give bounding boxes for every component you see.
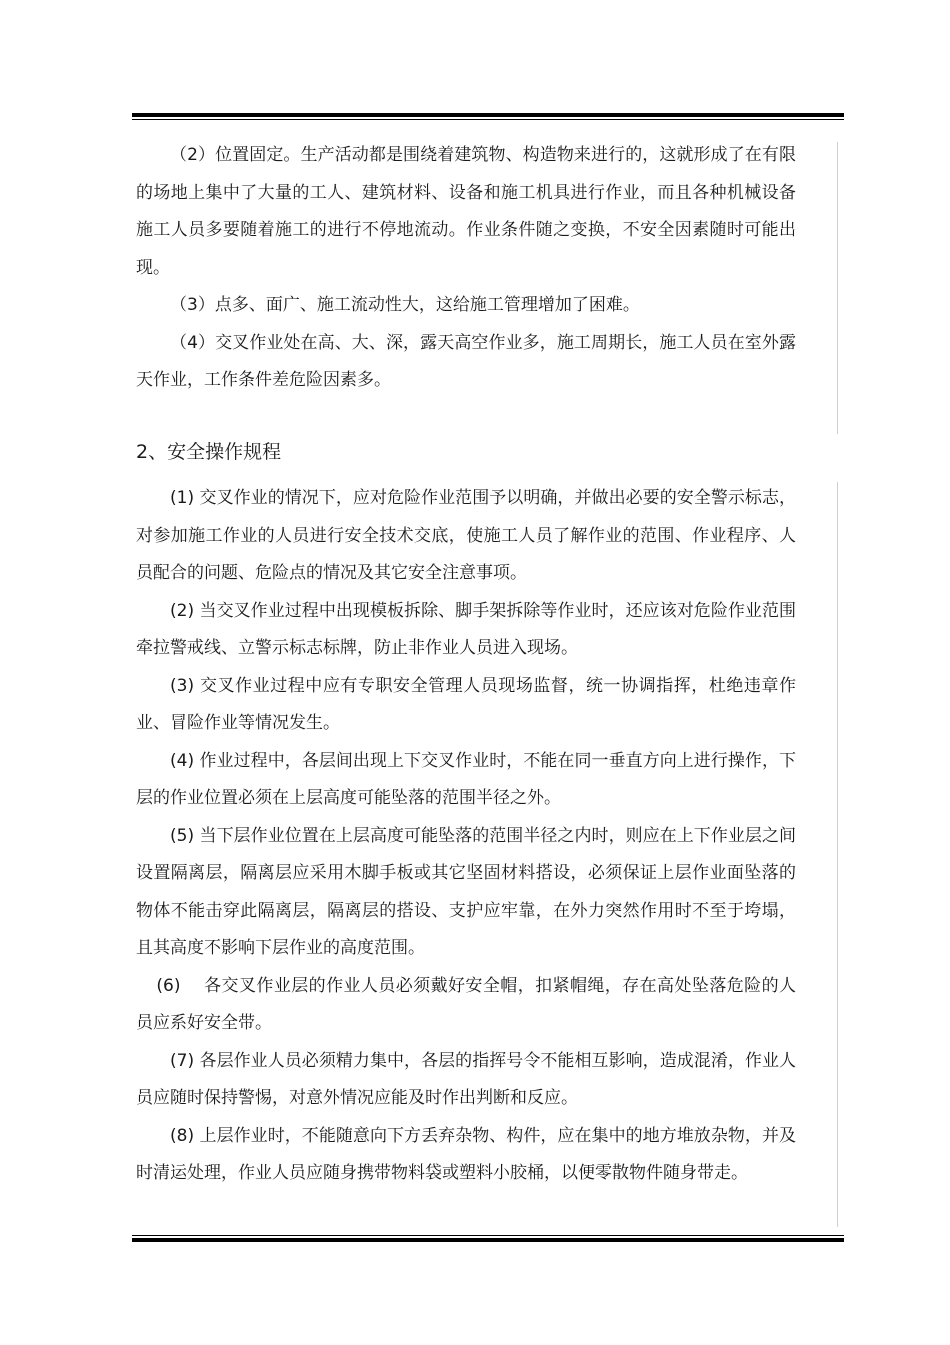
margin-line: [837, 142, 838, 434]
rule-item-2: (2) 当交叉作业过程中出现模板拆除、脚手架拆除等作业时，还应该对危险作业范围牵拉警戒线、立警示标志标牌，防止非作业人员进入现场。: [136, 600, 796, 658]
rule-item-8: (8) 上层作业时，不能随意向下方丢弃杂物、构件，应在集中的地方堆放杂物，并及时清运处理，作业人员应随身携带物料袋或塑料小胶桶，以便零散物件随身带走。: [136, 1125, 796, 1183]
rule-item-3: (3) 交叉作业过程中应有专职安全管理人员现场监督，统一协调指挥，杜绝违章作业、冒险作业等情况发生。: [136, 675, 796, 733]
rule-item-7: (7) 各层作业人员必须精力集中，各层的指挥号令不能相互影响，造成混淆，作业人员应随时保持警惕，对意外情况应能及时作出判断和反应。: [136, 1050, 796, 1108]
header-rule-thick: [132, 113, 844, 117]
footer-rule-thin: [132, 1235, 844, 1236]
section-heading: 2、安全操作规程: [136, 441, 282, 463]
footer-rule-thick: [132, 1238, 844, 1242]
margin-line: [837, 482, 838, 1227]
paragraph-item-2: （2）位置固定。生产活动都是围绕着建筑物、构造物来进行的，这就形成了在有限的场地上集中了大量的工人、建筑材料、设备和施工机具进行作业，而且各种机械设备施工人员多要随着施工的进行不停地流动。作业条件随之变换，不安全因素随时可能出现。: [136, 145, 796, 278]
paragraph-item-3: （3）点多、面广、施工流动性大，这给施工管理增加了困难。: [170, 295, 640, 315]
section-2-body: [136, 480, 796, 1193]
rule-item-4: (4) 作业过程中，各层间出现上下交叉作业时，不能在同一垂直方向上进行操作，下层的作业位置必须在上层高度可能坠落的范围半径之外。: [136, 750, 796, 808]
header-rule-thin: [132, 119, 844, 120]
rule-item-5: (5) 当下层作业位置在上层高度可能坠落的范围半径之内时，则应在上下作业层之间设置隔离层，隔离层应采用木脚手板或其它坚固材料搭设，必须保证上层作业面坠落的物体不能击穿此隔离层，隔离层的搭设、支护应牢靠，在外力突然作用时不至于垮塌，且其高度不影响下层作业的高度范围。: [136, 825, 796, 958]
section-1-body: [136, 137, 796, 400]
rule-item-1: (1) 交叉作业的情况下，应对危险作业范围予以明确，并做出必要的安全警示标志，对参加施工作业的人员进行安全技术交底，使施工人员了解作业的范围、作业程序、人员配合的问题、危险点的情况及其它安全注意事项。: [136, 488, 796, 583]
rule-item-6: (6) 各交叉作业层的作业人员必须戴好安全帽，扣紧帽绳，存在高处坠落危险的人员应系好安全带。: [136, 975, 796, 1033]
paragraph-item-4: （4）交叉作业处在高、大、深，露天高空作业多，施工周期长，施工人员在室外露天作业，工作条件差危险因素多。: [136, 332, 796, 390]
